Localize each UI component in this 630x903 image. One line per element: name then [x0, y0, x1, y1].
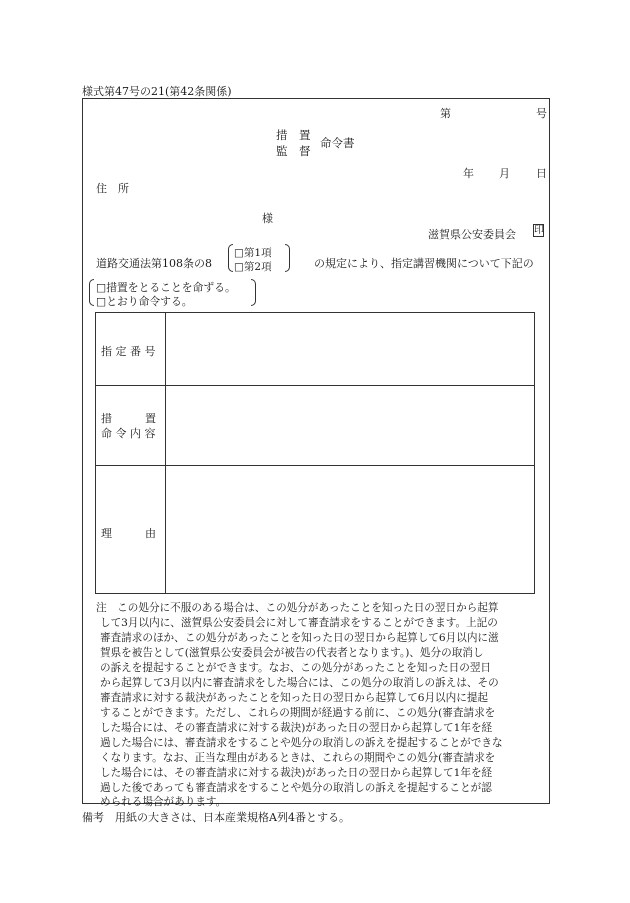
note-line-7: 審査請求に対する裁決があったことを知った日の翌日から起算して6月以内に提起: [100, 692, 489, 704]
issuer-name: 滋賀県公安委員会: [428, 228, 516, 241]
order-brace-left: [89, 279, 94, 306]
note-line-2: して3月以内に、滋賀県公安委員会に対して審査請求をすることができます。上記の: [100, 617, 498, 629]
note-line-5: の訴えを提起することができます。なお、この処分があったことを知った日の翌日: [100, 662, 492, 674]
title-order: 命令書: [320, 136, 355, 150]
order-option-2: □とおり命令する。: [96, 295, 193, 308]
note-line-14: められる場合があります。: [100, 796, 227, 808]
footer-remark: 備考 用紙の大きさは、日本産業規格A列4番とする。: [82, 811, 350, 824]
note-line-3: 審査請求のほか、この処分があったことを知った日の翌日から起算して6月以内に滋: [100, 632, 499, 644]
address-label: 住 所: [96, 182, 129, 195]
note-line-13: 過した後であっても審査請求をすることや処分の取消しの訴えを提起することが認: [100, 782, 492, 794]
law-reference: 道路交通法第108条の8: [96, 257, 212, 270]
paragraph-brace-left: [228, 244, 233, 272]
table-row-divider-1: [95, 385, 535, 386]
note-line-1: 注 この処分に不服のある場合は、この処分があったことを知った日の翌日から起算: [96, 602, 499, 614]
title-measure: 措 置: [276, 128, 311, 142]
number-suffix: 号: [536, 107, 547, 120]
row-label-measure-top: 措 置: [101, 412, 156, 425]
seal-mark: 印: [534, 225, 544, 236]
note-line-6: から起算して3月以内に審査請求をした場合には、この処分の取消しの訴えは、その: [100, 677, 499, 689]
note-line-4: 賀県を被告として(滋賀県公安委員会が被告の代表者となります。)、処分の取消し: [100, 647, 484, 659]
order-brace-right: [251, 279, 256, 306]
detail-table: [95, 312, 535, 594]
date-day: 日: [536, 167, 547, 180]
order-option-1: □措置をとることを命ずる。: [96, 281, 236, 294]
note-line-9: した場合には、その審査請求に対する裁決)があった日の翌日から起算して1年を経: [100, 722, 493, 734]
honorific: 様: [262, 212, 273, 225]
row-label-designation-number: 指 定 番 号: [101, 345, 156, 358]
paragraph-option-2: □第2項: [234, 261, 272, 273]
form-header-label: 様式第47号の21(第42条関係): [82, 85, 232, 98]
law-continuation: の規定により、指定講習機関について下記の: [314, 257, 534, 270]
row-label-reason: 理 由: [101, 527, 156, 540]
note-line-11: くなります。なお、正当な理由があるときは、これらの期間やこの処分(審査請求を: [100, 752, 496, 764]
number-prefix: 第: [440, 107, 451, 120]
table-row-divider-2: [95, 465, 535, 466]
date-year: 年: [463, 167, 474, 180]
paragraph-option-1: □第1項: [234, 247, 272, 259]
table-column-divider: [165, 312, 166, 594]
row-label-measure-bottom: 命 令 内 容: [101, 427, 156, 440]
note-line-10: 過した場合には、審査請求をすることや処分の取消しの訴えを提起することができな: [100, 737, 503, 749]
paragraph-brace-right: [285, 244, 290, 272]
note-line-8: することができます。ただし、これらの期間が経過する前に、この処分(審査請求を: [100, 707, 496, 719]
date-month: 月: [499, 167, 510, 180]
title-supervision: 監 督: [276, 144, 311, 158]
note-line-12: した場合には、その審査請求に対する裁決)があった日の翌日から起算して1年を経: [100, 767, 493, 779]
